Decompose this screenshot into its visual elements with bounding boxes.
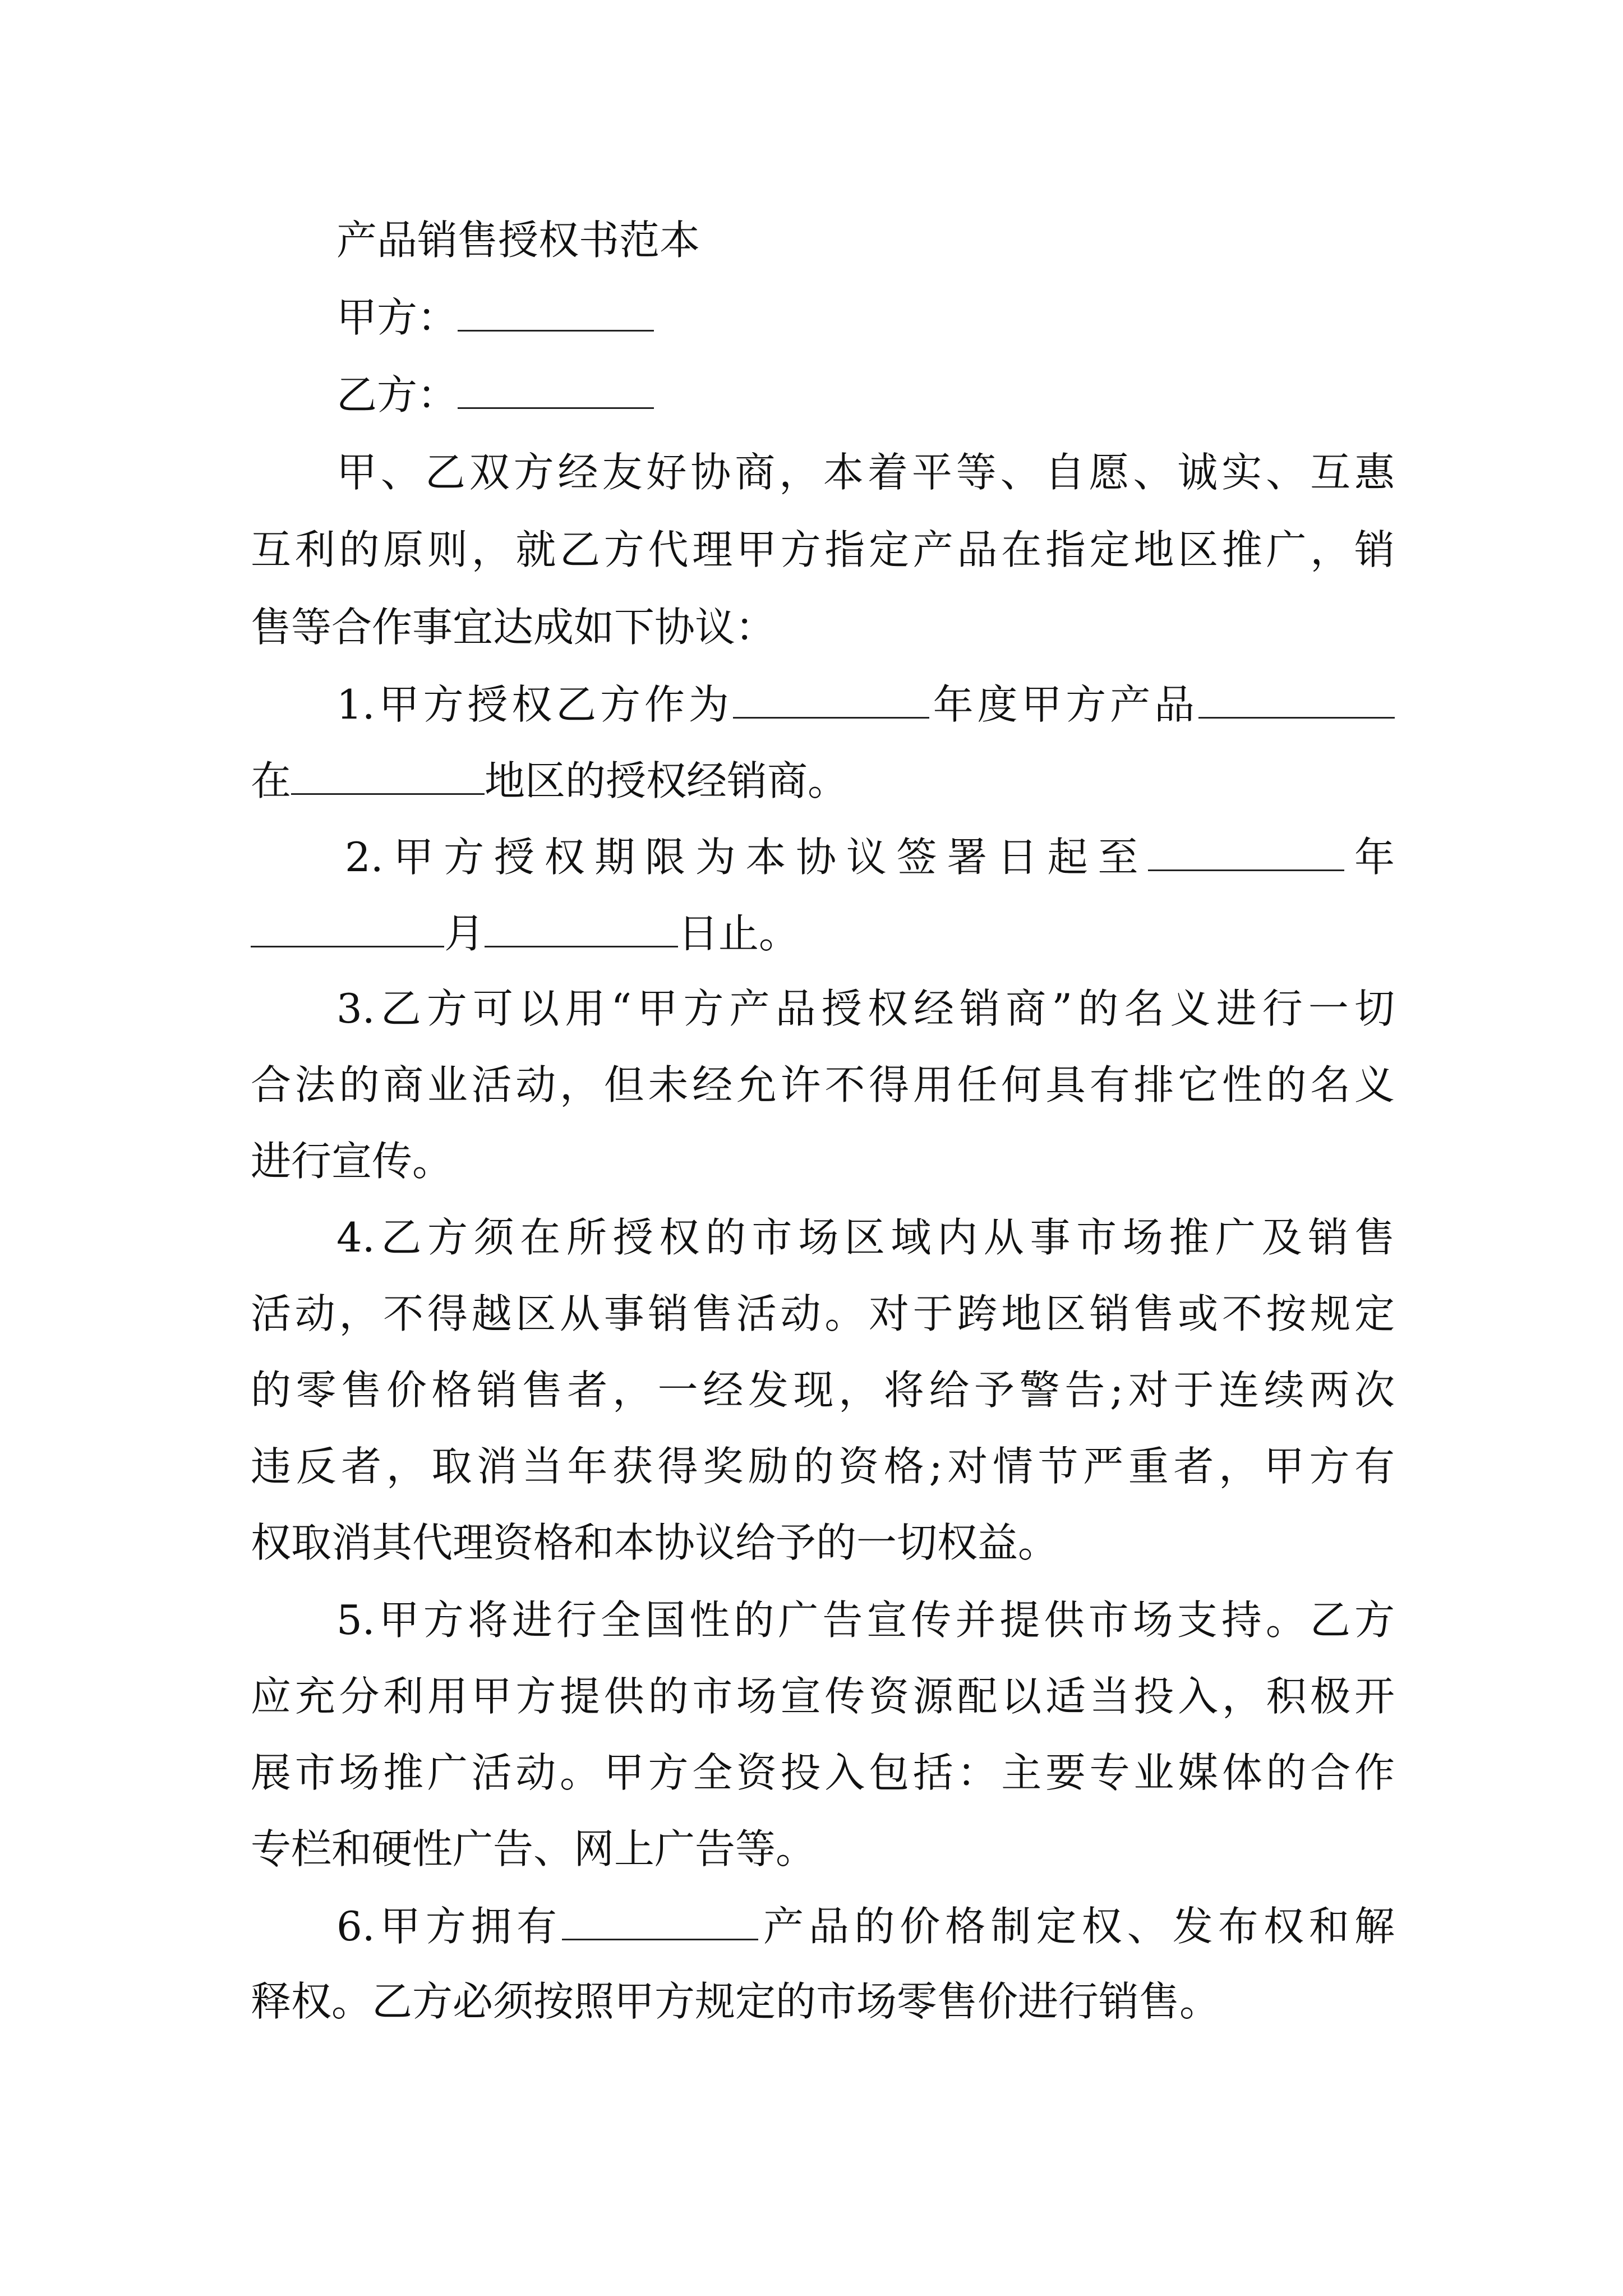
clause-1-line-2: [251, 760, 1395, 808]
clause-1-line-1: [336, 683, 1395, 731]
clause-4-line-3: 的零售价格销售者，一经发现，将给予警告;对于连续两次: [251, 1370, 1395, 1414]
clause-1-text-b: 年度甲方产品: [929, 683, 1198, 728]
intro-line-3: 售等合作事宜达成如下协议：: [251, 607, 776, 651]
clause-6-line-2: 释权。乙方必须按照甲方规定的市场零售价进行销售。: [251, 1981, 1220, 2025]
clause-2-text-d: 日止。: [678, 912, 800, 957]
clause-5-line-2: 应充分利用甲方提供的市场宣传资源配以适当投入，积极开: [251, 1676, 1395, 1720]
clause-5-line-4: 专栏和硬性广告、网上广告等。: [251, 1829, 817, 1872]
clause-3-line-3: 进行宣传。: [251, 1141, 453, 1185]
clause-5-line-1: 5.甲方将进行全国性的广告宣传并提供市场支持。乙方: [336, 1600, 1395, 1644]
clause-1-text-a: 1.甲方授权乙方作为: [336, 683, 733, 728]
party-a-label: 甲方：: [336, 296, 458, 341]
clause-6-line-1: [336, 1905, 1395, 1953]
party-a-line: [336, 296, 841, 344]
clause-4-line-2: 活动，不得越区从事销售活动。对于跨地区销售或不按规定: [251, 1294, 1395, 1337]
document-title: 产品销售授权书范本: [336, 220, 700, 264]
clause-2-line-2: [251, 912, 1395, 960]
clause-5-line-3: 展市场推广活动。甲方全资投入包括：主要专业媒体的合作: [251, 1752, 1395, 1796]
clause-2-text-a: 2.甲方授权期限为本协议签署日起至: [345, 836, 1149, 881]
clause-3-line-2: 合法的商业活动，但未经允许不得用任何具有排它性的名义: [251, 1065, 1395, 1108]
clause-1-product-blank: [1198, 683, 1395, 719]
clause-4-line-4: 违反者，取消当年获得奖励的资格;对情节严重者，甲方有: [251, 1446, 1395, 1490]
party-b-label: 乙方：: [336, 374, 458, 418]
clause-2-day-blank: [485, 912, 678, 947]
intro-line-1: 甲、乙双方经友好协商，本着平等、自愿、诚实、互惠: [336, 452, 1395, 496]
party-b-line: [336, 374, 841, 422]
clause-3-line-1: 3.乙方可以用“甲方产品授权经销商”的名义进行一切: [336, 988, 1395, 1032]
clause-2-text-b: 年: [1344, 836, 1395, 881]
clause-1-text-c: 在: [251, 760, 292, 804]
clause-4-line-5: 权取消其代理资格和本协议给予的一切权益。: [251, 1522, 1059, 1566]
party-a-blank: [458, 296, 654, 332]
clause-6-text-a: 6.甲方拥有: [336, 1905, 562, 1950]
clause-1-year-blank: [733, 683, 929, 719]
clause-4-line-1: 4.乙方须在所授权的市场区域内从事市场推广及销售: [336, 1217, 1395, 1261]
clause-2-line-1: [345, 836, 1395, 884]
intro-line-2: 互利的原则，就乙方代理甲方指定产品在指定地区推广，销: [251, 530, 1395, 573]
clause-6-text-b: 产品的价格制定权、发布权和解: [758, 1905, 1395, 1950]
clause-2-text-c: 月: [444, 912, 485, 957]
clause-6-product-blank: [562, 1905, 758, 1940]
clause-2-year-blank: [1148, 836, 1344, 871]
clause-1-text-d: 地区的授权经销商。: [485, 760, 849, 804]
clause-1-region-blank: [291, 760, 485, 795]
party-b-blank: [458, 374, 654, 409]
clause-2-month-blank: [251, 912, 444, 947]
